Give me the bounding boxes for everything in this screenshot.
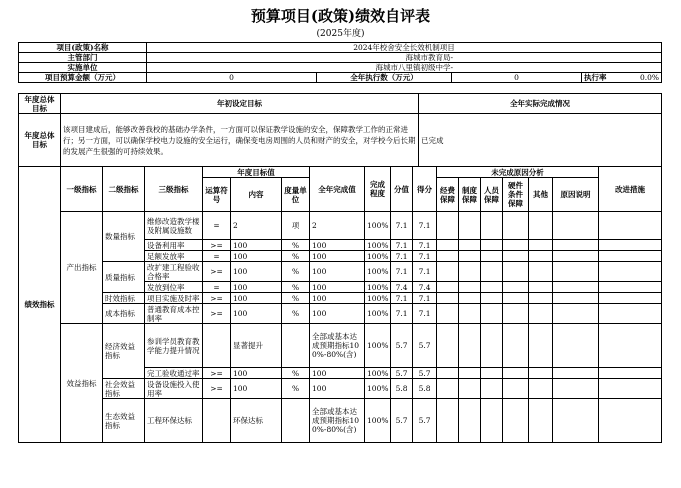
level3-cell: 项目实施及时率 [145, 293, 203, 304]
score-cell: 5.7 [391, 324, 413, 368]
level1-cell: 产出指标 [61, 212, 103, 324]
content-cell: 显著提升 [231, 324, 282, 368]
rate-value [582, 73, 662, 83]
level2-cell: 成本指标 [103, 304, 145, 324]
score-cell: 7.1 [391, 262, 413, 282]
empty-cell [599, 240, 662, 251]
goals-actual-header: 全年实际完成情况 [419, 94, 662, 114]
empty-cell [529, 399, 553, 443]
empty-cell [437, 324, 459, 368]
op-cell: >= [203, 293, 231, 304]
op-cell: >= [203, 379, 231, 399]
degree-cell: 100% [365, 304, 391, 324]
score-cell: 5.8 [391, 379, 413, 399]
empty-cell [437, 240, 459, 251]
exec-value: 0 [452, 73, 582, 83]
empty-cell [529, 324, 553, 368]
empty-cell [553, 282, 599, 293]
empty-cell [437, 379, 459, 399]
got-cell: 7.1 [413, 212, 437, 240]
score-cell: 7.1 [391, 304, 413, 324]
empty-cell [437, 251, 459, 262]
empty-cell [503, 379, 529, 399]
unit-cell: % [282, 262, 310, 282]
actual-cell: 100 [310, 240, 365, 251]
got-cell: 7.1 [413, 293, 437, 304]
unit-cell [282, 399, 310, 443]
level3-cell: 发放到位率 [145, 282, 203, 293]
degree-cell: 100% [365, 399, 391, 443]
performance-table [18, 166, 662, 443]
rate-label: 执行率 [584, 73, 607, 82]
degree-cell: 100% [365, 240, 391, 251]
content-cell: 100 [231, 251, 282, 262]
op-cell: = [203, 251, 231, 262]
op-cell: >= [203, 368, 231, 379]
empty-cell [529, 251, 553, 262]
content-cell: 100 [231, 282, 282, 293]
unit-cell: 项 [282, 212, 310, 240]
level3-cell: 普通教育成本控制率 [145, 304, 203, 324]
empty-cell [599, 304, 662, 324]
op-cell [203, 399, 231, 443]
level2-cell: 数量指标 [103, 212, 145, 262]
actual-cell: 2 [310, 212, 365, 240]
actual-cell: 100 [310, 251, 365, 262]
page-title: 预算项目(政策)绩效自评表 [250, 7, 431, 25]
empty-cell [503, 399, 529, 443]
empty-cell [553, 324, 599, 368]
unit-cell: % [282, 293, 310, 304]
header-level2: 二级指标 [103, 167, 145, 212]
empty-cell [503, 251, 529, 262]
empty-cell [459, 262, 481, 282]
empty-cell [553, 212, 599, 240]
unit-cell: % [282, 251, 310, 262]
header-score: 分值 [391, 167, 413, 212]
goals-planned-text: 该项目建成后，能够改善我校的基础办学条件，一方面可以保证教学设施的安全，保障教学工作的正常进行；另一方面，可以确保学校电力设施的安全运行，确保变电房周围的人员和财产的安全，对学校今后长期的发展产生很强的可持续效果。 [61, 114, 419, 167]
empty-cell [553, 240, 599, 251]
content-cell: 100 [231, 262, 282, 282]
rate-number: 0.0% [639, 73, 660, 82]
degree-cell: 100% [365, 262, 391, 282]
header-op: 运算符号 [203, 178, 231, 212]
level2-cell: 质量指标 [103, 262, 145, 293]
empty-cell [459, 251, 481, 262]
exec-label: 全年执行数（万元） [317, 73, 452, 83]
got-cell: 7.1 [413, 304, 437, 324]
project-info-table [18, 42, 662, 83]
actual-cell: 100 [310, 282, 365, 293]
actual-cell: 100 [310, 304, 365, 324]
empty-cell [503, 212, 529, 240]
empty-cell [503, 282, 529, 293]
score-cell: 7.4 [391, 282, 413, 293]
empty-cell [481, 293, 503, 304]
got-cell: 7.1 [413, 251, 437, 262]
actual-cell: 全部或基本达成预期指标100%-80%(含) [310, 324, 365, 368]
empty-cell [529, 368, 553, 379]
unit-label: 实施单位 [19, 63, 147, 73]
content-cell: 环保达标 [231, 399, 282, 443]
empty-cell [529, 304, 553, 324]
empty-cell [437, 399, 459, 443]
empty-cell [481, 240, 503, 251]
level3-cell: 参训学员教育教学能力提升情况 [145, 324, 203, 368]
empty-cell [503, 262, 529, 282]
op-cell: = [203, 282, 231, 293]
level2-cell: 社会效益指标 [103, 379, 145, 399]
got-cell: 5.8 [413, 379, 437, 399]
level2-cell: 经济效益指标 [103, 324, 145, 379]
empty-cell [599, 324, 662, 368]
level2-cell: 时效指标 [103, 293, 145, 304]
empty-cell [529, 262, 553, 282]
actual-cell: 100 [310, 293, 365, 304]
empty-cell [481, 282, 503, 293]
empty-cell [599, 379, 662, 399]
empty-cell [599, 368, 662, 379]
degree-cell: 100% [365, 368, 391, 379]
level3-cell: 设备设施投入使用率 [145, 379, 203, 399]
actual-cell: 100 [310, 368, 365, 379]
project-name-value: 2024年校舍安全长效机制项目 [147, 43, 662, 53]
empty-cell [503, 293, 529, 304]
empty-cell [529, 240, 553, 251]
table-row [19, 304, 662, 324]
empty-cell [503, 324, 529, 368]
unit-cell: % [282, 282, 310, 293]
empty-cell [437, 282, 459, 293]
level3-cell: 改扩建工程验收合格率 [145, 262, 203, 282]
empty-cell [599, 212, 662, 240]
empty-cell [481, 379, 503, 399]
empty-cell [437, 212, 459, 240]
got-cell: 5.7 [413, 399, 437, 443]
empty-cell [481, 212, 503, 240]
level3-cell: 足额发放率 [145, 251, 203, 262]
header-degree: 完成程度 [365, 167, 391, 212]
content-cell: 100 [231, 304, 282, 324]
empty-cell [481, 399, 503, 443]
content-cell: 100 [231, 368, 282, 379]
level3-cell: 完工验收通过率 [145, 368, 203, 379]
table-row [19, 293, 662, 304]
budget-label: 项目预算金额（万元） [19, 73, 147, 83]
empty-cell [529, 293, 553, 304]
unit-cell [282, 324, 310, 368]
goals-table [18, 93, 662, 167]
unit-cell: % [282, 240, 310, 251]
budget-value: 0 [147, 73, 317, 83]
level1-cell: 效益指标 [61, 324, 103, 443]
got-cell: 7.1 [413, 262, 437, 282]
empty-cell [459, 212, 481, 240]
header-level1: 一级指标 [61, 167, 103, 212]
empty-cell [529, 282, 553, 293]
empty-cell [437, 368, 459, 379]
header-content: 内容 [231, 178, 282, 212]
score-cell: 7.1 [391, 212, 413, 240]
op-cell: >= [203, 240, 231, 251]
empty-cell [529, 212, 553, 240]
score-cell: 5.7 [391, 368, 413, 379]
content-cell: 2 [231, 212, 282, 240]
empty-cell [503, 368, 529, 379]
actual-cell: 100 [310, 379, 365, 399]
level3-cell: 设备利用率 [145, 240, 203, 251]
table-row [19, 212, 662, 240]
table-row [19, 379, 662, 399]
empty-cell [459, 379, 481, 399]
op-cell: >= [203, 262, 231, 282]
degree-cell: 100% [365, 379, 391, 399]
empty-cell [529, 379, 553, 399]
op-cell: = [203, 212, 231, 240]
header-reason-hardware: 硬件条件保障 [503, 178, 529, 212]
score-cell: 5.7 [391, 399, 413, 443]
empty-cell [503, 304, 529, 324]
score-cell: 7.1 [391, 251, 413, 262]
level3-cell: 工程环保达标 [145, 399, 203, 443]
empty-cell [481, 251, 503, 262]
empty-cell [481, 324, 503, 368]
actual-cell: 100 [310, 262, 365, 282]
level2-cell: 生态效益指标 [103, 399, 145, 443]
empty-cell [553, 399, 599, 443]
unit-cell: % [282, 379, 310, 399]
empty-cell [459, 399, 481, 443]
degree-cell: 100% [365, 282, 391, 293]
empty-cell [553, 379, 599, 399]
header-unit: 度量单位 [282, 178, 310, 212]
header-reason-other: 其他 [529, 178, 553, 212]
goals-planned-header: 年初设定目标 [61, 94, 419, 114]
op-cell: >= [203, 304, 231, 324]
table-row [19, 262, 662, 282]
header-reason-funding: 经费保障 [437, 178, 459, 212]
project-name-label: 项目(政策)名称 [19, 43, 147, 53]
goals-actual-text: 已完成 [419, 114, 662, 167]
empty-cell [459, 282, 481, 293]
empty-cell [553, 368, 599, 379]
empty-cell [481, 262, 503, 282]
unit-cell: % [282, 368, 310, 379]
header-got: 得分 [413, 167, 437, 212]
content-cell: 100 [231, 240, 282, 251]
empty-cell [459, 304, 481, 324]
goals-header-label: 年度总体目标 [19, 94, 61, 114]
dept-value: 海城市教育局- [147, 53, 662, 63]
op-cell [203, 324, 231, 368]
header-reason-staff: 人员保障 [481, 178, 503, 212]
performance-section-label: 绩效指标 [19, 167, 61, 443]
unit-value: 海城市八里镇初级中学- [147, 63, 662, 73]
empty-cell [553, 262, 599, 282]
empty-cell [481, 368, 503, 379]
header-level3: 三级指标 [145, 167, 203, 212]
got-cell: 5.7 [413, 324, 437, 368]
header-actual: 全年完成值 [310, 167, 365, 212]
got-cell: 7.4 [413, 282, 437, 293]
header-reason-group: 未完成原因分析 [437, 167, 599, 178]
empty-cell [599, 293, 662, 304]
empty-cell [599, 399, 662, 443]
empty-cell [437, 304, 459, 324]
page-year: (2025年度) [316, 29, 365, 39]
empty-cell [459, 240, 481, 251]
content-cell: 100 [231, 293, 282, 304]
level3-cell: 维修改造教学楼及附属设施数 [145, 212, 203, 240]
table-row [19, 399, 662, 443]
degree-cell: 100% [365, 293, 391, 304]
header-target-group: 年度目标值 [203, 167, 310, 178]
content-cell: 100 [231, 379, 282, 399]
table-row [19, 324, 662, 368]
actual-cell: 全部或基本达成预期指标100%-80%(含) [310, 399, 365, 443]
degree-cell: 100% [365, 324, 391, 368]
empty-cell [599, 282, 662, 293]
empty-cell [459, 324, 481, 368]
dept-label: 主管部门 [19, 53, 147, 63]
empty-cell [437, 262, 459, 282]
got-cell: 5.7 [413, 368, 437, 379]
empty-cell [599, 262, 662, 282]
empty-cell [437, 293, 459, 304]
empty-cell [459, 368, 481, 379]
empty-cell [599, 251, 662, 262]
unit-cell: % [282, 304, 310, 324]
empty-cell [553, 251, 599, 262]
header-improve: 改进措施 [599, 167, 662, 212]
empty-cell [481, 304, 503, 324]
goals-row-label: 年度总体目标 [19, 114, 61, 167]
got-cell: 7.1 [413, 240, 437, 251]
empty-cell [553, 293, 599, 304]
score-cell: 7.1 [391, 293, 413, 304]
degree-cell: 100% [365, 212, 391, 240]
header-reason-note: 原因说明 [553, 178, 599, 212]
header-reason-system: 制度保障 [459, 178, 481, 212]
empty-cell [459, 293, 481, 304]
empty-cell [553, 304, 599, 324]
degree-cell: 100% [365, 251, 391, 262]
score-cell: 7.1 [391, 240, 413, 251]
empty-cell [503, 240, 529, 251]
